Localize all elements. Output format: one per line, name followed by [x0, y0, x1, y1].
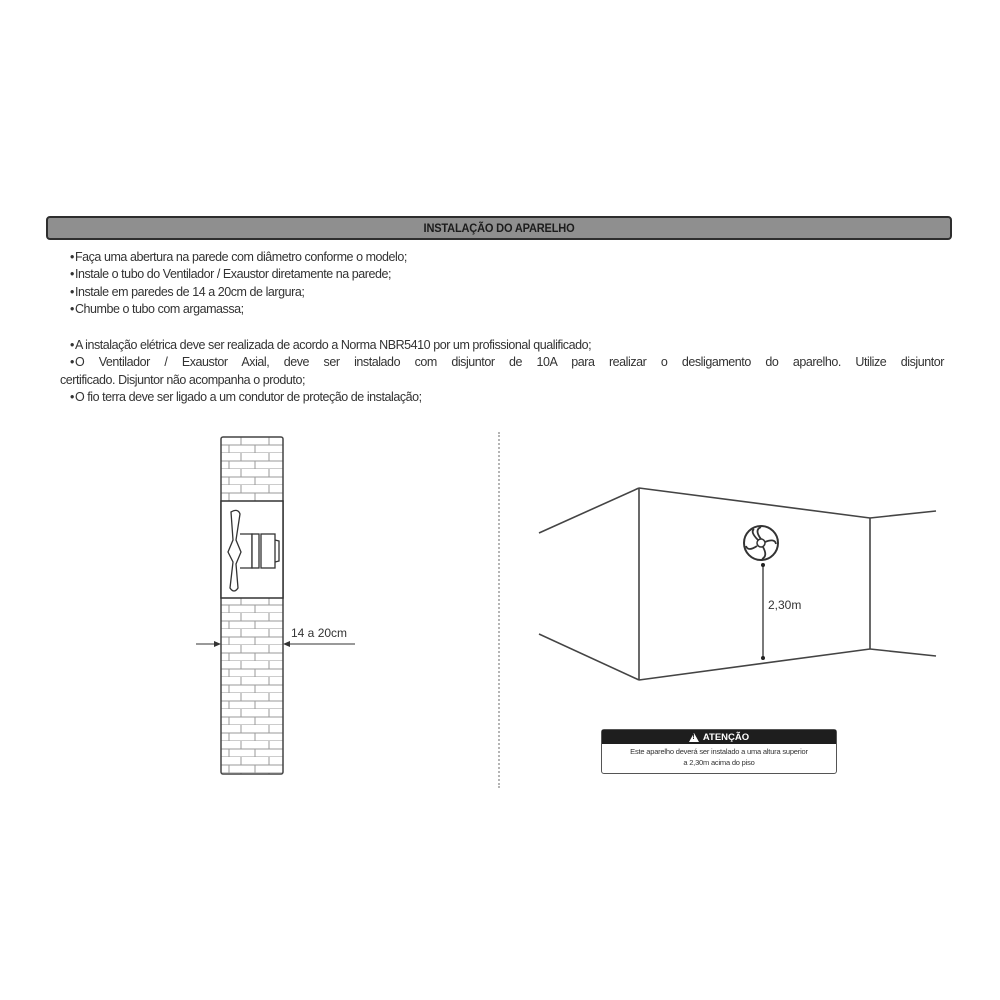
attention-box [601, 729, 837, 774]
list-item: • O fio terra deve ser ligado a um condutor de proteção de instalação; [70, 389, 944, 406]
warning-triangle-icon [689, 733, 699, 742]
list-item-continuation: certificado. Disjuntor não acompanha o produto; [60, 372, 305, 387]
section-title: INSTALAÇÃO DO APARELHO [423, 221, 575, 235]
list-item: • A instalação elétrica deve ser realizada de acordo a Norma NBR5410 por um profissional qualificado; [70, 337, 944, 354]
wall-fan-icon [744, 526, 778, 560]
attention-line-2: a 2,30m acima do piso [683, 758, 755, 767]
height-dimension-line [761, 563, 765, 660]
list-item: • Instale o tubo do Ventilador / Exaustor diretamente na parede; [70, 266, 407, 283]
attention-title: ATENÇÃO [702, 731, 750, 743]
brick-wall [221, 437, 283, 774]
mounting-height-label: 2,30m [768, 598, 802, 612]
room-perspective-diagram [539, 488, 936, 680]
list-item: • O Ventilador / Exaustor Axial, deve ser instalado com disjuntor de 10A para realizar o desligamento do aparelho. Utilize disjuntor [70, 354, 944, 371]
list-item: • Faça uma abertura na parede com diâmetro conforme o modelo; [70, 249, 407, 266]
attention-header [602, 730, 836, 744]
attention-text [602, 744, 836, 768]
wall-width-label: 14 a 20cm [291, 626, 348, 640]
attention-line-1: Este aparelho deverá ser instalado a uma altura superior [630, 747, 808, 756]
fan-in-wall-icon [221, 501, 283, 598]
list-item: • Instale em paredes de 14 a 20cm de largura; [70, 284, 407, 301]
list-item: • Chumbe o tubo com argamassa; [70, 301, 407, 318]
